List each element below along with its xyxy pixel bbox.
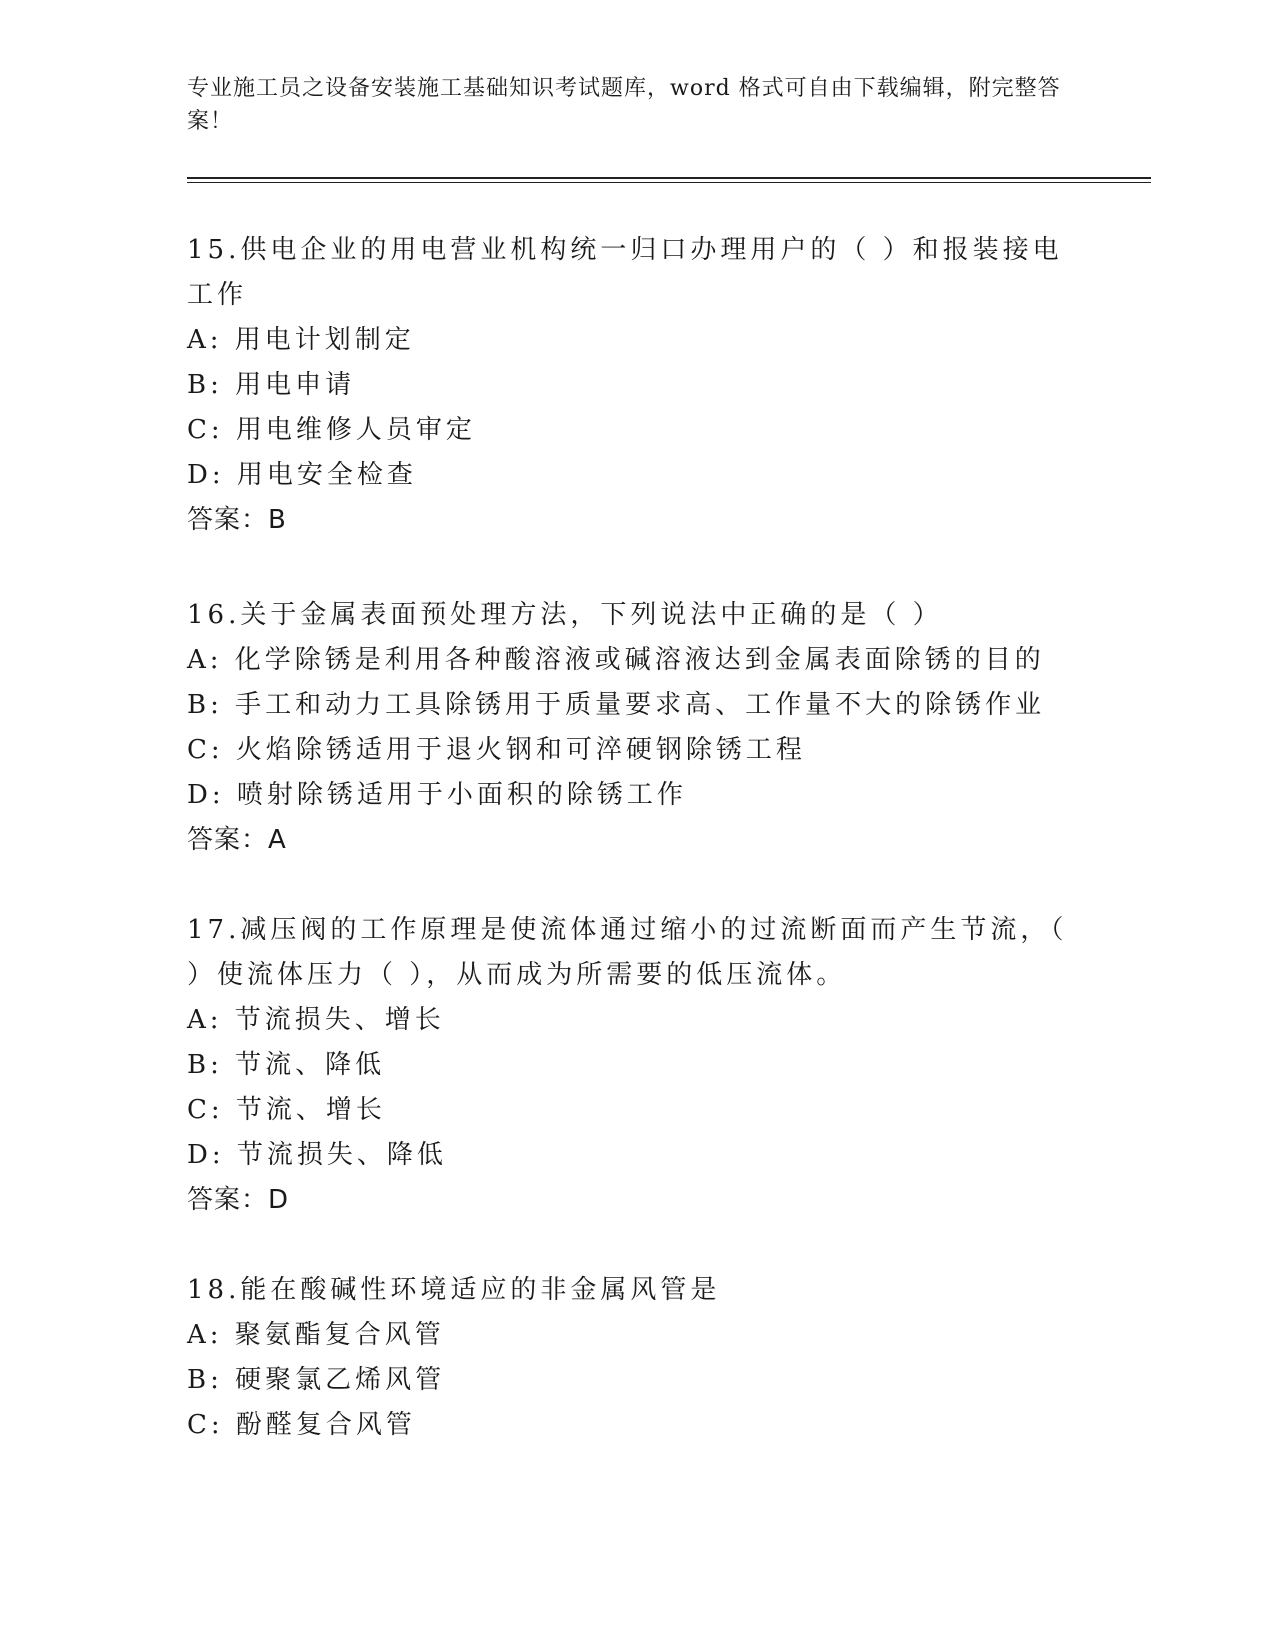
option-c: C: 节流、增长	[187, 1095, 386, 1125]
option-b: B: 用电申请	[187, 370, 356, 400]
option-a: A: 聚氨酯复合风管	[187, 1320, 445, 1350]
option-a: A: 节流损失、增长	[187, 1005, 445, 1035]
document-header: 专业施工员之设备安装施工基础知识考试题库，word 格式可自由下载编辑，附完整答案！	[187, 76, 1061, 134]
question-17	[187, 908, 1087, 1223]
question-stem: 16.关于金属表面预处理方法，下列说法中正确的是（ ）	[187, 600, 943, 630]
option-d: D: 用电安全检查	[187, 460, 417, 490]
question-stem: 17.减压阀的工作原理是使流体通过缩小的过流断面而产生节流，（ ）使流体压力（ ），从而成为所需要的低压流体。	[187, 915, 1068, 990]
answer: 答案：D	[187, 1185, 290, 1215]
question-16	[187, 593, 1087, 863]
option-a: A: 化学除锈是利用各种酸溶液或碱溶液达到金属表面除锈的目的	[187, 645, 1045, 675]
option-c: C: 用电维修人员审定	[187, 415, 476, 445]
option-d: D: 节流损失、降低	[187, 1140, 447, 1170]
question-15	[187, 228, 1087, 543]
question-stem: 15.供电企业的用电营业机构统一归口办理用户的（ ）和报装接电工作	[187, 235, 1063, 310]
header-divider-thin	[187, 182, 1151, 183]
option-a: A: 用电计划制定	[187, 325, 415, 355]
option-b: B: 硬聚氯乙烯风管	[187, 1365, 446, 1395]
option-c: C: 酚醛复合风管	[187, 1410, 416, 1440]
option-b: B: 节流、降低	[187, 1050, 386, 1080]
answer: 答案：A	[187, 825, 287, 855]
header-divider-thick	[187, 177, 1151, 179]
question-18	[187, 1268, 1087, 1448]
option-d: D: 喷射除锈适用于小面积的除锈工作	[187, 780, 687, 810]
answer: 答案：B	[187, 505, 287, 535]
question-stem: 18.能在酸碱性环境适应的非金属风管是	[187, 1275, 721, 1305]
option-c: C: 火焰除锈适用于退火钢和可淬硬钢除锈工程	[187, 735, 806, 765]
option-b: B: 手工和动力工具除锈用于质量要求高、工作量不大的除锈作业	[187, 690, 1046, 720]
